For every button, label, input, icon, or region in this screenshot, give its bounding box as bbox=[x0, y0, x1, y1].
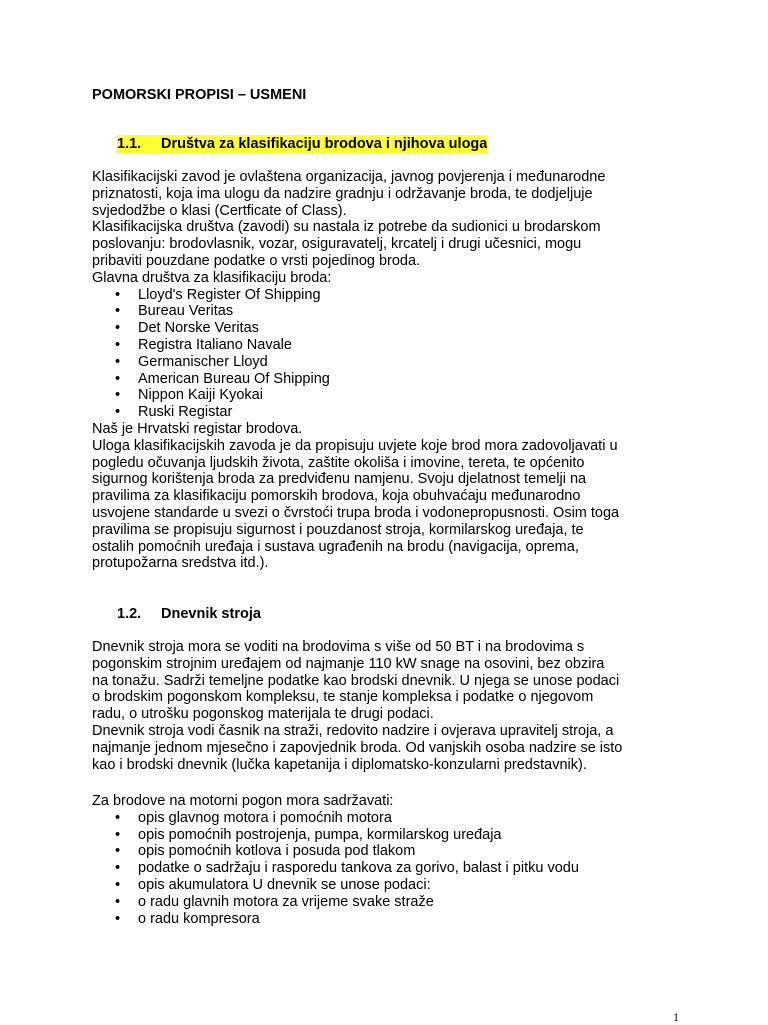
list-item: • American Bureau Of Shipping bbox=[115, 370, 330, 387]
bullet-icon: • bbox=[115, 893, 121, 910]
societies-list bbox=[92, 287, 652, 421]
text-line: pravilima za klasifikaciju pomorskih brodova, koja obuhvaćaju međunarodno bbox=[92, 488, 581, 505]
section-heading-1-1 bbox=[117, 136, 487, 152]
list-item: • podatke o sadržaju i rasporedu tankova za gorivo, balast i pitku vodu bbox=[115, 860, 579, 877]
text-line: na tonažu. Sadrži temeljne podatke kao brodski dnevnik. U njega se unose podaci bbox=[92, 672, 620, 689]
text-line: svjedodžbe o klasi (Certficate of Class). bbox=[92, 202, 347, 219]
bullet-icon: • bbox=[115, 910, 121, 927]
list-item: • opis akumulatora U dnevnik se unose podaci: bbox=[115, 876, 431, 893]
list-item: • Det Norske Veritas bbox=[115, 320, 259, 337]
section-1-1-body bbox=[92, 169, 652, 572]
text-line: Dnevnik stroja vodi časnik na straži, redovito nadzire i ovjerava upravitelj stroja, a bbox=[92, 722, 614, 739]
text-line: kao i brodski dnevnik (lučka kapetanija i diplomatsko-konzularni predstavnik). bbox=[92, 756, 587, 773]
list-item: • opis pomoćnih postrojenja, pumpa, kormilarskog uređaja bbox=[115, 826, 502, 843]
section-1-2-body bbox=[92, 639, 652, 773]
text-line: protupožarna sredstva itd.). bbox=[92, 555, 269, 572]
paragraph-engine-log bbox=[92, 639, 652, 773]
list-item: • Germanischer Lloyd bbox=[115, 353, 268, 370]
bullet-icon: • bbox=[115, 404, 121, 421]
text-line: Klasifikacijska društva (zavodi) su nastala iz potrebe da sudionici u brodarskom bbox=[92, 219, 601, 236]
text-line: priznatosti, koja ima ulogu da nadzire gradnju i održavanje broda, te dodjeljuje bbox=[92, 185, 593, 202]
text-line: radu, o utrošku pogonskog materijala te drugi podaci. bbox=[92, 706, 434, 723]
text-line: usvojene standarde u svezi o čvrstoći trupa broda i vodonepropusnosti. Osim toga bbox=[92, 504, 620, 521]
list-item: • Bureau Veritas bbox=[115, 303, 234, 320]
list-item: • o radu kompresora bbox=[115, 910, 260, 927]
paragraph-origin bbox=[92, 219, 652, 269]
bullet-icon: • bbox=[115, 353, 121, 370]
section-number: 1.1. bbox=[117, 136, 142, 152]
bullet-icon: • bbox=[115, 826, 121, 843]
engine-log-contents bbox=[92, 793, 652, 927]
highlighted-heading bbox=[117, 135, 487, 153]
page-number: 1 bbox=[673, 1010, 679, 1024]
bullet-icon: • bbox=[115, 370, 121, 387]
list-item: • Ruski Registar bbox=[115, 404, 233, 421]
section-number: 1.2. bbox=[117, 606, 142, 622]
croatian-registry-note: Naš je Hrvatski registar brodova. bbox=[92, 420, 303, 437]
text-line: poslovanju: brodovlasnik, vozar, osiguravatelj, krcatelj i drugi učesnici, mogu bbox=[92, 236, 582, 253]
list-item: • Registra Italiano Navale bbox=[115, 336, 292, 353]
list-item: • o radu glavnih motora za vrijeme svake straže bbox=[115, 893, 434, 910]
bullet-icon: • bbox=[115, 286, 121, 303]
text-line: Uloga klasifikacijskih zavoda je da propisuju uvjete koje brod mora zadovoljavati u bbox=[92, 437, 618, 454]
text-line: pribaviti pouzdane podatke o vrsti pojedinog broda. bbox=[92, 252, 421, 269]
section-title: Društva za klasifikaciju brodova i njihova uloga bbox=[161, 136, 488, 152]
text-line: najmanje jednom mjesečno i zapovjednik broda. Od vanjskih osoba nadzire se isto bbox=[92, 739, 623, 756]
bullet-icon: • bbox=[115, 320, 121, 337]
list-intro: Za brodove na motorni pogon mora sadržavati: bbox=[92, 793, 394, 809]
contents-list bbox=[92, 810, 652, 928]
bullet-icon: • bbox=[115, 860, 121, 877]
text-line: pravilima se propisuju sigurnost i pouzdanost stroja, kormilarskog uređaja, te bbox=[92, 521, 584, 538]
text-line: ostalih pomoćnih uređaja i sustava ugrađenih na brodu (navigacija, oprema, bbox=[92, 538, 579, 555]
bullet-icon: • bbox=[115, 303, 121, 320]
list-item: • Lloyd's Register Of Shipping bbox=[115, 286, 321, 303]
text-line: pogonskim strojnim uređajem od najmanje 110 kW snage na osovini, bez obzira bbox=[92, 655, 605, 672]
list-item: • Nippon Kaiji Kyokai bbox=[115, 387, 263, 404]
list-item: • opis glavnog motora i pomoćnih motora bbox=[115, 809, 392, 826]
bullet-icon: • bbox=[115, 387, 121, 404]
text-line: Klasifikacijski zavod je ovlaštena organizacija, javnog povjerenja i međunarodne bbox=[92, 169, 606, 185]
list-item: • opis pomoćnih kotlova i posuda pod tlakom bbox=[115, 843, 416, 860]
section-title: Dnevnik stroja bbox=[161, 606, 261, 622]
bullet-icon: • bbox=[115, 336, 121, 353]
paragraph-definition bbox=[92, 169, 652, 219]
bullet-icon: • bbox=[115, 876, 121, 893]
bullet-icon: • bbox=[115, 843, 121, 860]
text-line: pogledu očuvanja ljudskih života, zaštite okoliša i imovine, tereta, te općenito bbox=[92, 454, 585, 471]
text-line: Dnevnik stroja mora se voditi na brodovima s više od 50 BT i na brodovima s bbox=[92, 639, 585, 655]
bullet-icon: • bbox=[115, 809, 121, 826]
document-title: POMORSKI PROPISI – USMENI bbox=[92, 87, 307, 103]
text-line: o brodskim pogonskom kompleksu, te stanje kompleksa i podatke o njegovom bbox=[92, 689, 594, 706]
text-line: sigurnog korištenja broda za predviđenu namjenu. Svoju djelatnost temelji na bbox=[92, 471, 587, 488]
list-intro: Glavna društva za klasifikaciju broda: bbox=[92, 269, 332, 286]
section-heading-1-2 bbox=[117, 606, 261, 622]
paragraph-role bbox=[92, 438, 652, 572]
